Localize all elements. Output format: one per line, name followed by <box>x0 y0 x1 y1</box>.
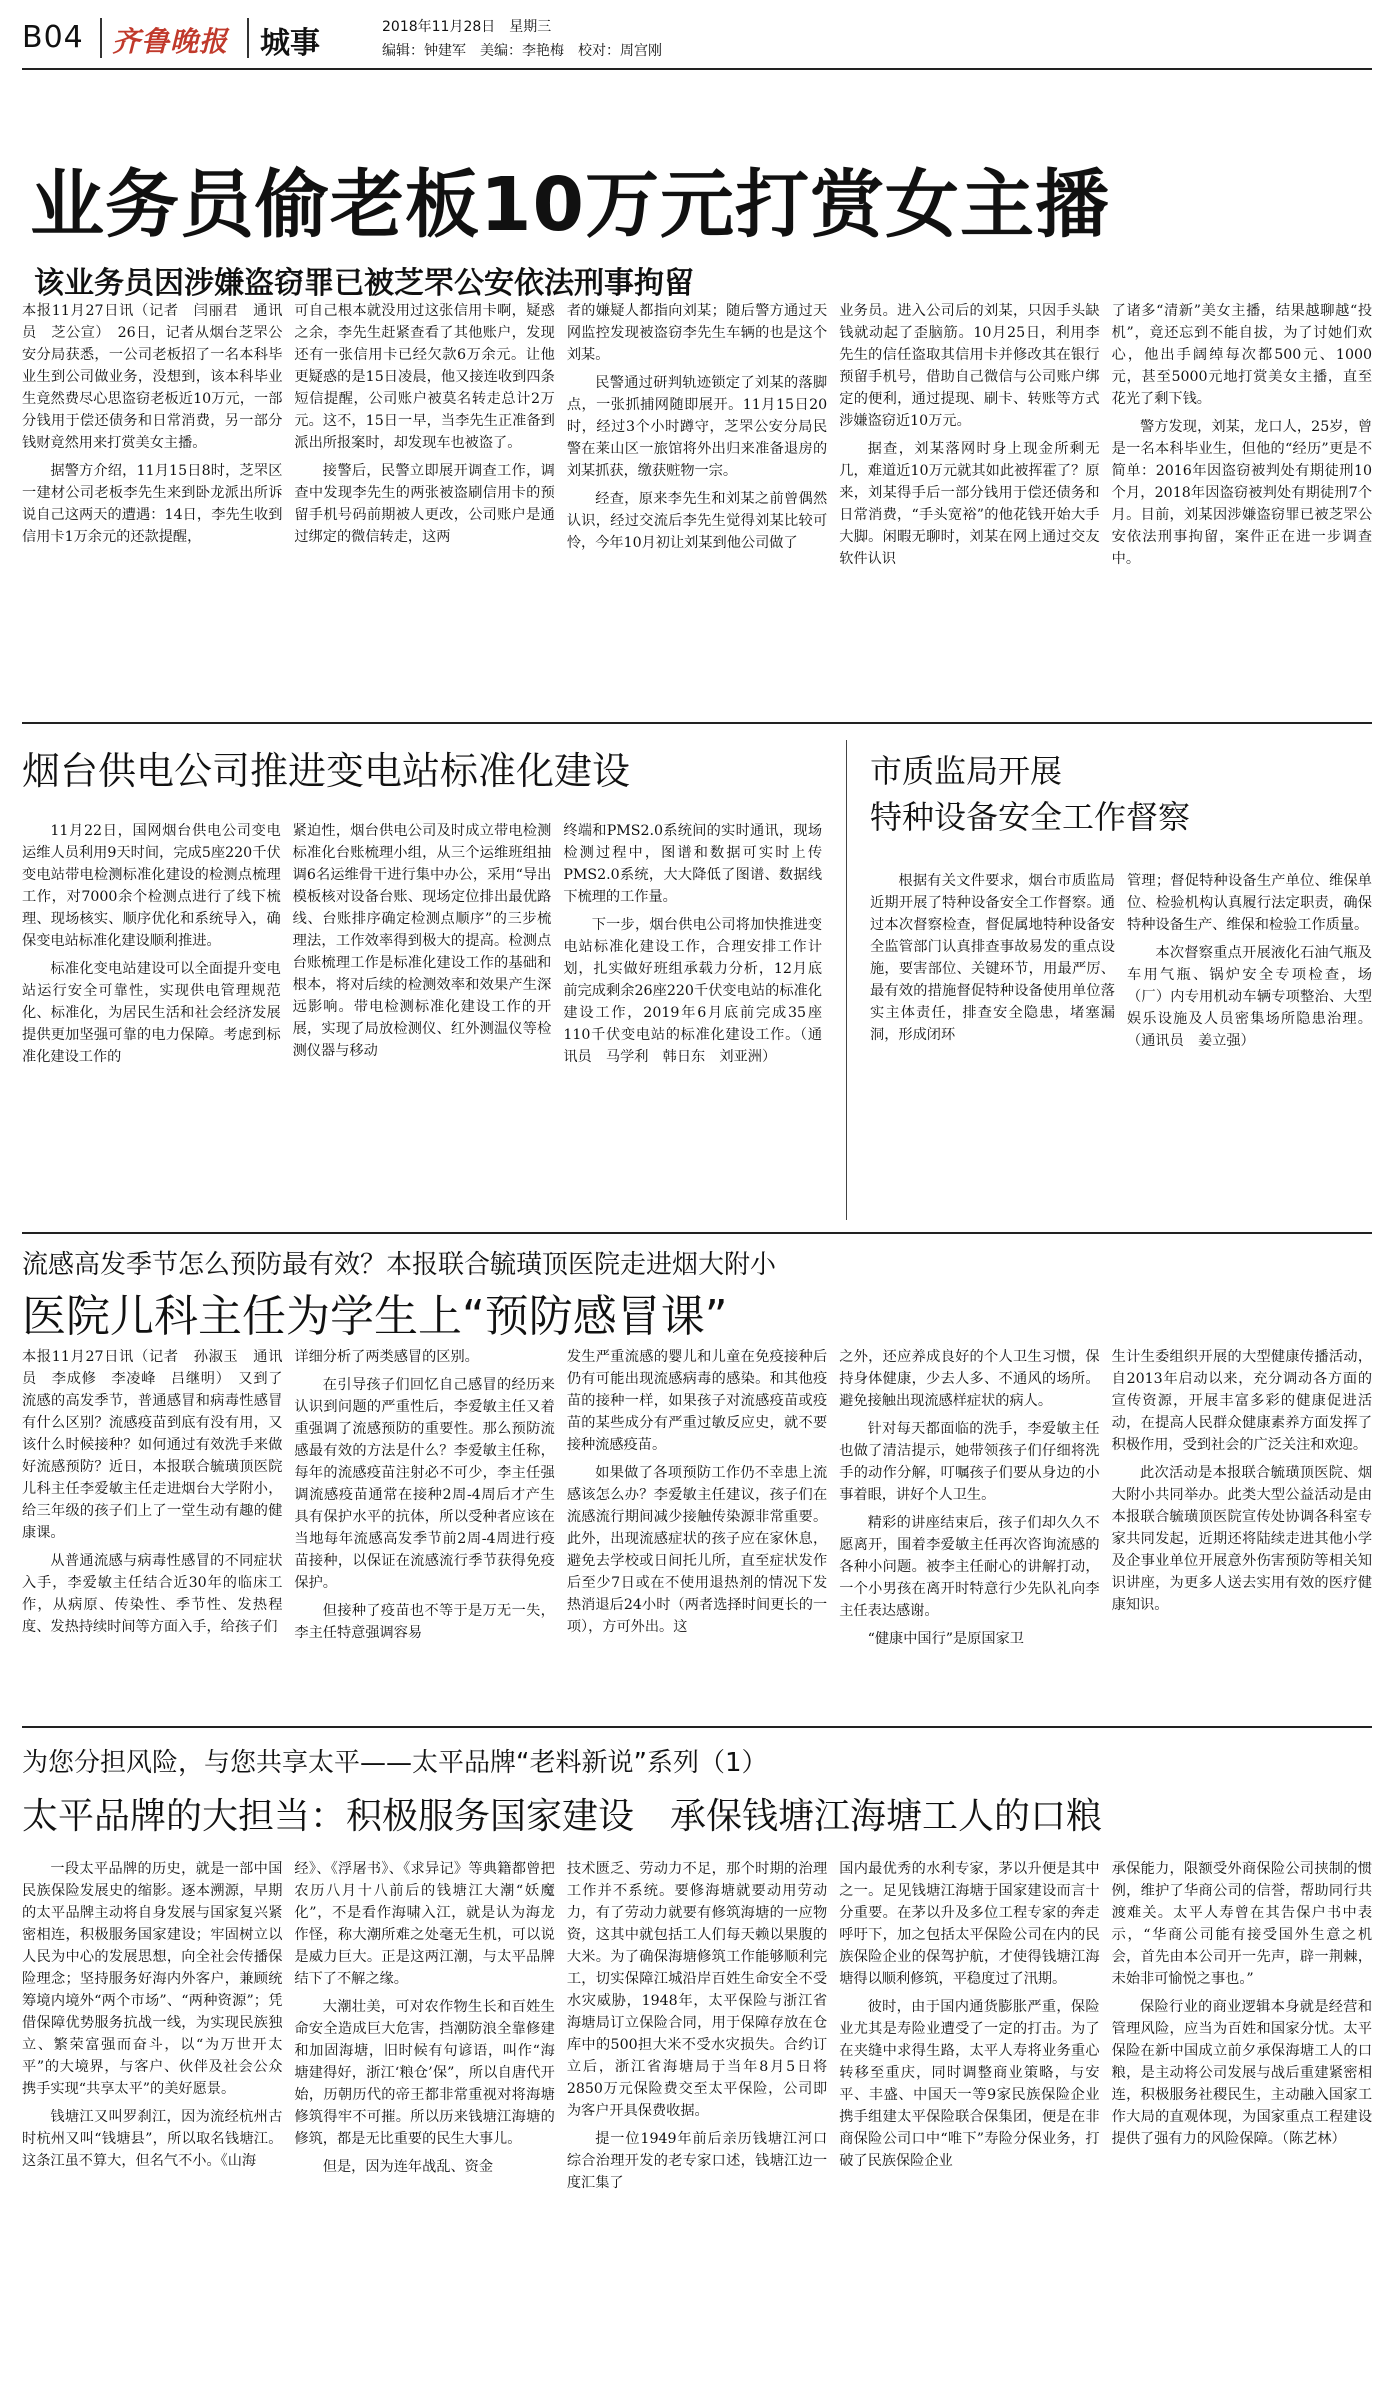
article4-col-1 <box>22 1346 282 1716</box>
paragraph: 本次督察重点开展液化石油气瓶及车用气瓶、锅炉安全专项检查，场（厂）内专用机动车辆专项整治、大型娱乐设施及人员密集场所隐患治理。（通讯员 姜立强） <box>1127 945 1372 1049</box>
article4-col-2 <box>294 1346 554 1716</box>
paragraph: 从普通流感与病毒性感冒的不同症状入手，李爱敏主任结合近30年的临床工作，从病原、传染性、季节性、发热程度、发热持续时间等方面入手，给孩子们 <box>22 1553 283 1635</box>
article5-body <box>22 1858 1372 2378</box>
article4-col-3 <box>567 1346 827 1716</box>
paragraph: 精彩的讲座结束后，孩子们却久久不愿离开，围着李爱敏主任再次咨询流感的各种小问题。被李主任耐心的讲解打动，一个小男孩在离开时特意行少先队礼向李主任表达感谢。 <box>839 1515 1100 1619</box>
paragraph: 可自己根本就没用过这张信用卡啊，疑惑之余，李先生赶紧查看了其他账户，发现还有一张信用卡已经欠款6万余元。让他更疑惑的是15日凌晨，他又接连收到四条短信提醒，公司账户被莫名转走总计2万元。这不，15日一早，当李先生正准备到派出所报案时，却发现车也被盗了。 <box>294 303 555 451</box>
paragraph: 据查，刘某落网时身上现金所剩无几，难道近10万元就其如此被挥霍了？原来，刘某得手后一部分钱用于偿还债务和日常消费，“手头宽裕”的他花钱开始大手大脚。闲暇无聊时，刘某在网上通过交友软件认识 <box>839 441 1100 567</box>
newspaper-logo: 齐鲁晚报 <box>112 25 229 58</box>
article5-col-3 <box>567 1858 827 2378</box>
article5-col-2 <box>294 1858 554 2378</box>
article1-subheadline: 该业务员因涉嫌盗窃罪已被芝罘公安依法刑事拘留 <box>34 266 694 301</box>
section-name: 城事 <box>260 26 320 61</box>
column-divider <box>846 740 847 1220</box>
paragraph: 彼时，由于国内通货膨胀严重，保险业尤其是寿险业遭受了一定的打击。为了在夹缝中求得生路，太平人寿将业务重心转移至重庆，同时调整商业策略，与安平、丰盛、中国天一等9家民族保险企业携手组建太平保险联合保集团，便是在非商保险公司口中“唯下”寿险分保业务，打破了民族保险企业 <box>839 1999 1100 2169</box>
editor-credits: 编辑：钟建军 美编：李艳梅 校对：周宫刚 <box>382 43 662 59</box>
paragraph: 根据有关文件要求，烟台市质监局近期开展了特种设备安全工作督察。通过本次督察检查，督促属地特种设备安全监管部门认真排查事故易发的重点设施，要害部位、关键环节，用最严厉、最有效的措施督促特种设备使用单位落实主体责任，排查安全隐患，堵塞漏洞，形成闭环 <box>870 873 1115 1043</box>
paragraph: 技术匮乏、劳动力不足，那个时期的治理工作并不系统。要修海塘就要动用劳动力，有了劳动力就要有修筑海塘的一应物资，这其中就包括工人们每天赖以果腹的大米。为了确保海塘修筑工作能够顺利完工，切实保障江城沿岸百姓生命安全不受水灾威胁，1948年，太平保险与浙江省海塘局订立保险合同，用于保障存放在仓库中的500担大米不受水灾损失。合约订立后，浙江省海塘局于当年8月5日将2850万元保险费交至太平保险，公司即为客户开具保费收据。 <box>566 1861 828 2119</box>
article3-col-1 <box>870 870 1115 1220</box>
article4-body <box>22 1346 1372 1716</box>
article2-headline: 烟台供电公司推进变电站标准化建设 <box>22 749 631 793</box>
paragraph: 经》、《浮屠书》、《求异记》等典籍都曾把农历八月十八前后的钱塘江大潮“妖魔化”，不是看作海啸入江，就是认为海龙作怪，称大潮所难之处毫无生机，可以说是威力巨大。正是这两江潮，与太平品牌结下了不解之缘。 <box>294 1861 555 1987</box>
masthead-divider-2 <box>247 18 249 58</box>
paragraph: 管理；督促特种设备生产单位、维保单位、检验机构认真履行法定职责，确保特种设备生产、维保和检验工作质量。 <box>1127 873 1372 933</box>
masthead-divider <box>100 18 102 58</box>
masthead-rule <box>22 68 1372 70</box>
article4-kicker: 流感高发季节怎么预防最有效？本报联合毓璜顶医院走进烟大附小 <box>22 1250 777 1280</box>
article4-headline: 医院儿科主任为学生上“预防感冒课” <box>22 1291 728 1342</box>
article3-body <box>870 870 1372 1220</box>
paragraph: 警方发现，刘某，龙口人，25岁，曾是一名本科毕业生，但他的“经历”更是不简单：2016年因盗窃被判处有期徒刑10个月，2018年因盗窃被判处有期徒刑7个月。目前，刘某因涉嫌盗窃罪已被芝罘公安依法刑事拘留，案件正在进一步调查中。 <box>1111 419 1373 567</box>
section-rule <box>22 722 1372 724</box>
article1-col-2 <box>294 300 554 712</box>
section-rule <box>22 1726 1372 1728</box>
paragraph: 此次活动是本报联合毓璜顶医院、烟大附小共同举办。此类大型公益活动是由本报联合毓璜顶医院宣传处协调各科室专家共同发起，近期还将陆续走进其他小学及企事业单位开展意外伤害预防等相关知识讲座，为更多人送去实用有效的医疗健康知识。 <box>1111 1465 1373 1613</box>
article1-col-1 <box>22 300 282 712</box>
paragraph: 者的嫌疑人都指向刘某；随后警方通过天网监控发现被盗窃李先生车辆的也是这个刘某。 <box>566 303 828 363</box>
article5-col-4 <box>839 1858 1099 2378</box>
paragraph: 但接种了疫苗也不等于是万无一失，李主任特意强调容易 <box>294 1603 555 1641</box>
article2-col-2 <box>293 820 552 1230</box>
article1-body <box>22 300 1372 712</box>
article2-body <box>22 820 822 1230</box>
article3-headline: 市质监局开展 特种设备安全工作督察 <box>870 752 1191 836</box>
paragraph: “健康中国行”是原国家卫 <box>867 1631 1024 1647</box>
paragraph: 一段太平品牌的历史，就是一部中国民族保险发展史的缩影。逐本溯源，早期的太平品牌主动将自身发展与国家复兴紧密相连，积极服务国家建设；牢固树立以人民为中心的发展思想，向全社会传播保险理念；坚持服务好海内外客户，兼顾统筹境内境外“两个市场”、“两种资源”；凭借保障优势服务抗战一线，为实现民族独立、繁荣富强而奋斗，以“为万世开太平”的大境界，与客户、伙伴及社会公众携手实现“共享太平”的美好愿景。 <box>22 1861 283 2097</box>
paragraph: 民警通过研判轨迹锁定了刘某的落脚点，一张抓捕网随即展开。11月15日20时，经过3个小时蹲守，芝罘公安分局民警在莱山区一旅馆将外出归来准备退房的刘某抓获，缴获赃物一宗。 <box>566 375 828 479</box>
paragraph: 大潮壮美，可对农作物生长和百姓生命安全造成巨大危害，挡潮防浪全靠修建和加固海塘，旧时候有句谚语，叫作“海塘建得好，浙江‘粮仓’保”，所以自唐代开始，历朝历代的帝王都非常重视对将海塘修筑得牢不可摧。所以历来钱塘江海塘的修筑，都是无比重要的民生大事儿。 <box>294 1999 555 2147</box>
article5-kicker: 为您分担风险，与您共享太平——太平品牌“老料新说”系列（1） <box>22 1748 768 1778</box>
article5-col-1 <box>22 1858 282 2378</box>
paragraph: 生计生委组织开展的大型健康传播活动，自2013年启动以来，充分调动各方面的宣传资源，开展丰富多彩的健康促进活动，在提高人民群众健康素养方面发挥了积极作用，受到社会的广泛关注和欢迎。 <box>1111 1349 1373 1453</box>
paragraph: 但是，因为连年战乱、资金 <box>322 2159 494 2175</box>
article3-col-2 <box>1127 870 1372 1220</box>
article4-col-5 <box>1112 1346 1372 1716</box>
paragraph: 在引导孩子们回忆自己感冒的经历来认识到问题的严重性后，李爱敏主任又着重强调了流感预防的重要性。那么预防流感最有效的方法是什么？李爱敏主任称，每年的流感疫苗注射必不可少，李主任强调流感疫苗通常在接种2周-4周后才产生具有保护水平的抗体，所以受种者应该在当地每年流感高发季节前2周-4周进行疫苗接种，以保证在流感流行季节获得免疫保护。 <box>294 1377 555 1591</box>
paragraph: 承保能力，限额受外商保险公司挟制的惯例，维护了华商公司的信誉，帮助同行共渡难关。太平人寿曾在其告保户书中表示，“华商公司能有接受国外生意之机会，首先由本公司开一先声，辟一荆棘，未始非可愉悦之事也。” <box>1111 1861 1373 1987</box>
issue-date: 2018年11月28日 星期三 <box>382 19 552 35</box>
paragraph: 针对每天都面临的洗手，李爱敏主任也做了清洁提示，她带领孩子们仔细将洗手的动作分解，叮嘱孩子们要从身边的小事着眼，讲好个人卫生。 <box>839 1421 1100 1503</box>
paragraph: 发生严重流感的婴儿和儿童在免疫接种后仍有可能出现流感病毒的感染。和其他疫苗的接种一样，如果孩子对流感疫苗或疫苗的某些成分有严重过敏反应史，就不要接种流感疫苗。 <box>566 1349 828 1453</box>
article1-col-4 <box>839 300 1099 712</box>
paragraph: 之外，还应养成良好的个人卫生习惯，保持身体健康，少去人多、不通风的场所。避免接触出现流感样症状的病人。 <box>839 1349 1100 1409</box>
paragraph: 详细分析了两类感冒的区别。 <box>294 1349 479 1365</box>
article4-col-4 <box>839 1346 1099 1716</box>
paragraph: 国内最优秀的水利专家，茅以升便是其中之一。足见钱塘江海塘于国家建设而言十分重要。在茅以升及多位工程专家的奔走呼吁下，加之包括太平保险公司在内的民族保险企业的保驾护航，才使得钱塘江海塘得以顺利修筑，平稳度过了汛期。 <box>839 1861 1100 1987</box>
article2-col-3 <box>563 820 822 1230</box>
paragraph: 保险行业的商业逻辑本身就是经营和管理风险，应当为百姓和国家分忧。太平保险在新中国成立前夕承保海塘工人的口粮，是主动将公司发展与战后重建紧密相连，积极服务社稷民生，主动融入国家工作大局的直观体现，为国家重点工程建设提供了强有力的风险保障。（陈艺林） <box>1111 1999 1373 2147</box>
paragraph: 接警后，民警立即展开调查工作，调查中发现李先生的两张被盗刷信用卡的预留手机号码前期被人更改，公司账户是通过绑定的微信转走，这两 <box>294 463 555 545</box>
article1-col-3 <box>567 300 827 712</box>
paragraph: 本报11月27日讯（记者 孙淑玉 通讯员 李成修 李凌峰 吕继明） 又到了流感的高发季节，普通感冒和病毒性感冒有什么区别？流感疫苗到底有没有用，又该什么时候接种？如何通过有效洗手来做好流感预防？近日，本报联合毓璜顶医院儿科主任李爱敏主任走进烟台大学附小，给三年级的孩子们上了一堂生动有趣的健康课。 <box>22 1349 283 1541</box>
paragraph: 下一步，烟台供电公司将加快推进变电站标准化建设工作，合理安排工作计划，扎实做好班组承载力分析，12月底前完成剩余26座220千伏变电站的标准化建设工作，2019年6月底前完成35座110千伏变电站的标准化建设工作。（通讯员 马学利 韩日东 刘亚洲） <box>563 917 823 1065</box>
paragraph: 钱塘江又叫罗刹江，因为流经杭州古时杭州又叫“钱塘县”，所以取名钱塘江。这条江虽不算大，但名气不小。《山海 <box>22 2109 283 2169</box>
paragraph: 如果做了各项预防工作仍不幸患上流感该怎么办？李爱敏主任建议，孩子们在流感流行期间减少接触传染源非常重要。此外，出现流感症状的孩子应在家休息，避免去学校或日间托儿所，直至症状发作后至少7日或在不使用退热剂的情况下发热消退后24小时（两者选择时间更长的一项），方可外出。这 <box>566 1465 828 1635</box>
paragraph: 提一位1949年前后亲历钱塘江河口综合治理开发的老专家口述，钱塘江边一度汇集了 <box>566 2131 828 2191</box>
article2-col-1 <box>22 820 281 1230</box>
paragraph: 标准化变电站建设可以全面提升变电站运行安全可靠性，实现供电管理规范化、标准化，为居民生活和社会经济发展提供更加坚强可靠的电力保障。考虑到标准化建设工作的 <box>22 961 281 1065</box>
paragraph: 终端和PMS2.0系统间的实时通讯，现场检测过程中，图谱和数据可实时上传PMS2.0系统，大大降低了图谱、数据线下梳理的工作量。 <box>563 823 823 905</box>
article1-headline: 业务员偷老板10万元打赏女主播 <box>30 162 1110 248</box>
article5-col-5 <box>1112 1858 1372 2378</box>
section-rule <box>22 1232 1372 1234</box>
article5-headline: 太平品牌的大担当：积极服务国家建设 承保钱塘江海塘工人的口粮 <box>22 1796 1103 1837</box>
paragraph: 紧迫性，烟台供电公司及时成立带电检测标准化台账梳理小组，从三个运维班组抽调6名运维骨干进行集中办公，采用“导出模板核对设备台账、现场定位排出最优路线、台账排序确定检测点顺序”的三步梳理法，工作效率得到极大的提高。检测点台账梳理工作是标准化建设工作的基础和根本，将对后续的检测效率和效果产生深远影响。带电检测标准化建设工作的开展，实现了局放检测仪、红外测温仪等检测仪器与移动 <box>292 823 552 1059</box>
article1-col-5 <box>1112 300 1372 712</box>
paragraph: 业务员。进入公司后的刘某，只因手头缺钱就动起了歪脑筋。10月25日，利用李先生的信任盗取其信用卡并修改其在银行预留手机号，借助自己微信与公司账户绑定的便利，通过提现、刷卡、转账等方式涉嫌盗窃近10万元。 <box>839 303 1100 429</box>
page-number: B04 <box>22 20 84 55</box>
paragraph: 本报11月27日讯（记者 闫丽君 通讯员 芝公宣） 26日，记者从烟台芝罘公安分局获悉，一公司老板招了一名本科毕业生到公司做业务，没想到，该本科毕业生竟然费尽心思盗窃老板近10万元，一部分钱用于偿还债务和日常消费，另一部分钱财竟然用来打赏美女主播。 <box>22 303 283 451</box>
paragraph: 11月22日，国网烟台供电公司变电运维人员利用9天时间，完成5座220千伏变电站带电检测标准化建设的检测点梳理工作，对7000余个检测点进行了线下梳理、现场核实、顺序优化和系统导入，确保变电站标准化建设顺利推进。 <box>22 823 281 949</box>
paragraph: 了诸多“清新”美女主播，结果越聊越“投机”，竟还忘到不能自拔，为了讨她们欢心，他出手阔绰每次都500元、1000元，甚至5000元地打赏美女主播，直至花光了剩下钱。 <box>1111 303 1373 407</box>
paragraph: 据警方介绍，11月15日8时，芝罘区一建材公司老板李先生来到卧龙派出所诉说自己这两天的遭遇：14日，李先生收到信用卡1万余元的还款提醒， <box>22 463 283 545</box>
paragraph: 经查，原来李先生和刘某之前曾偶然认识，经过交流后李先生觉得刘某比较可怜，今年10月初让刘某到他公司做了 <box>566 491 828 551</box>
masthead <box>22 8 1372 68</box>
